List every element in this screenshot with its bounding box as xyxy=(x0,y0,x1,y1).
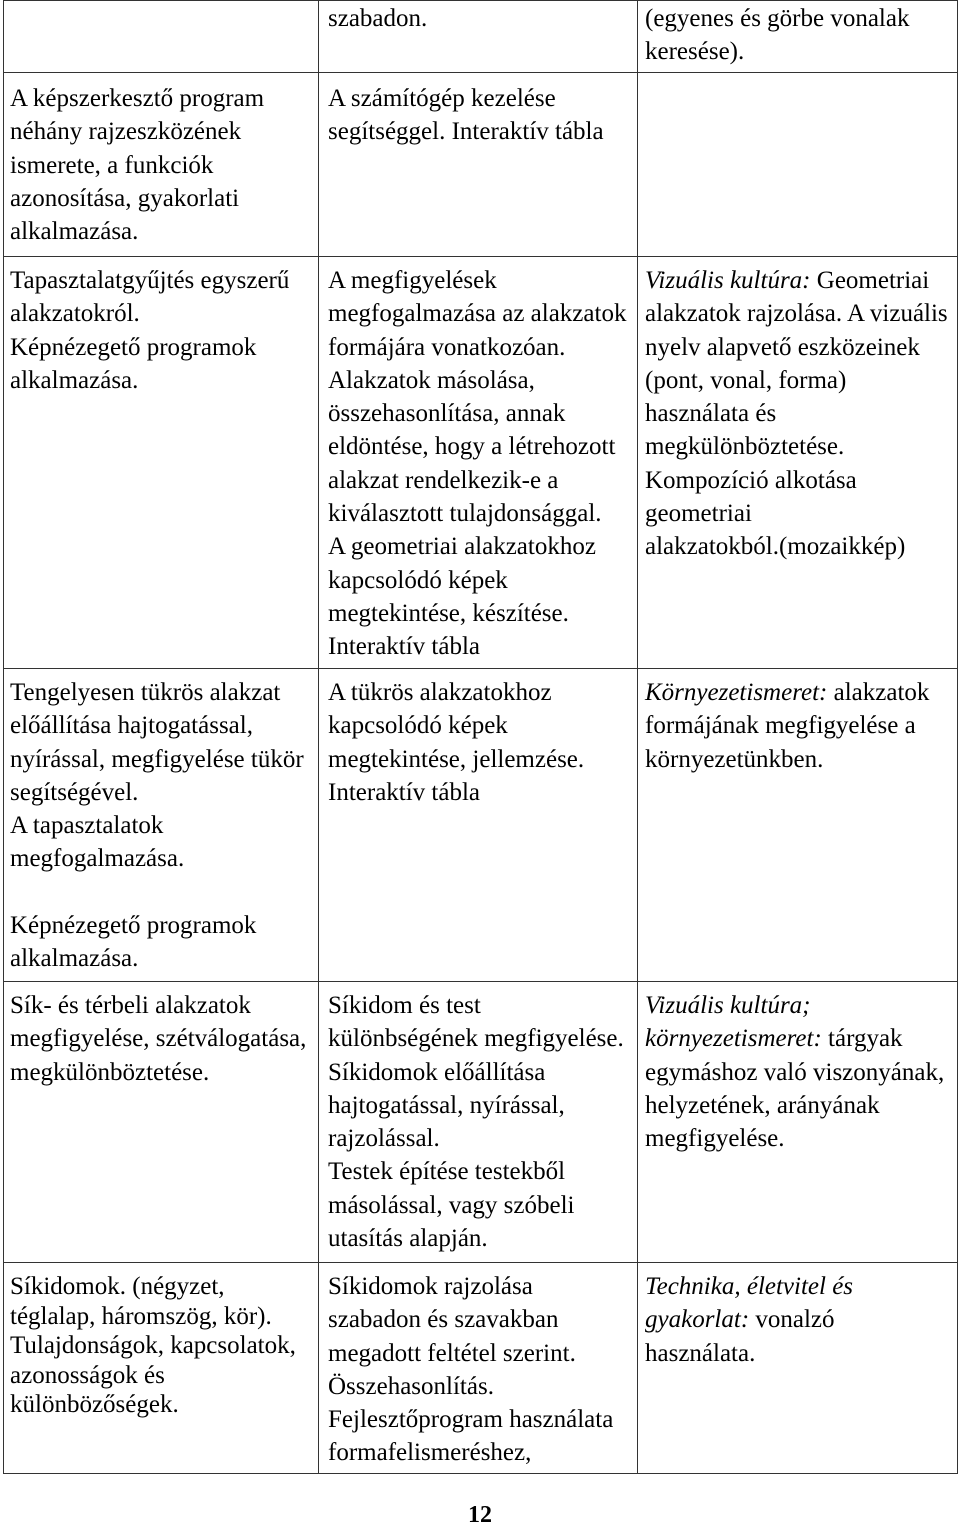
table-cell xyxy=(4,982,319,1263)
cell-paragraph: Képnézegető programok alkalmazása. xyxy=(10,912,257,973)
cell-text xyxy=(645,1270,957,1370)
table-cell xyxy=(638,982,958,1263)
cell-body: alakzatok formájának megfigyelése a környezetünkben. xyxy=(645,679,930,773)
cell-text: Síkidom és test különbségének megfigyelése. Síkidomok előállítása hajtogatással, nyírással, rajzolással. Testek építése testekből másolással, vagy szóbeli utasítás alapján. xyxy=(328,992,624,1253)
cell-text: A megfigyelések megfogalmazása az alakzatok formájára vonatkozóan. Alakzatok másolása, összehasonlítása, annak eldöntése, hogy a létrehozott alakzat rendelkezik-e a kiválasztott tulajdonsággal. A geometriai alakzatokhoz kapcsolódó képek megtekintése, készítése. Interaktív tábla xyxy=(328,267,627,661)
page-number: 12 xyxy=(468,1502,492,1528)
cell-text xyxy=(645,989,957,1155)
cell-text: A tükrös alakzatokhoz kapcsolódó képek megtekintése, jellemzése. Interaktív tábla xyxy=(328,679,585,806)
subject-label: Technika, életvitel és gyakorlat: xyxy=(645,1273,854,1334)
cell-text xyxy=(645,264,957,564)
table-cell xyxy=(4,669,319,982)
table-cell xyxy=(638,669,958,982)
subject-label: Vizuális kultúra; környezetismeret: xyxy=(645,992,822,1053)
cell-text: A számítógép kezelése segítséggel. Interaktív tábla xyxy=(328,85,604,146)
table-cell xyxy=(4,1263,319,1474)
subject-label: Vizuális kultúra: xyxy=(645,267,811,294)
cell-text: Síkidomok rajzolása szabadon és szavakban megadott feltétel szerint. Összehasonlítás. Fejlesztőprogram használata formafelismeréshez, xyxy=(328,1273,614,1467)
cell-body: Geometriai alakzatok rajzolása. A vizuális nyelv alapvető eszközeinek (pont, vonal, forma) használata és megkülönböztetése. Kompozíció alkotása geometriai alakzatokból.(mozaikkép) xyxy=(645,267,948,561)
table-cell xyxy=(638,1263,958,1474)
cell-text: Sík- és térbeli alakzatok megfigyelése, szétválogatása, megkülönböztetése. xyxy=(10,992,307,1086)
table-cell xyxy=(638,1,958,73)
table-cell xyxy=(319,257,638,669)
table-cell xyxy=(4,73,319,257)
subject-label: Környezetismeret: xyxy=(645,679,828,706)
table-cell-empty xyxy=(4,1,319,73)
table-cell xyxy=(319,982,638,1263)
table-cell xyxy=(319,1,638,73)
cell-text: Síkidomok. (négyzet, téglalap, háromszög, kör). Tulajdonságok, kapcsolatok, azonosságok és különbözőségek. xyxy=(10,1273,296,1418)
curriculum-table xyxy=(3,0,958,1474)
table-cell xyxy=(4,257,319,669)
cell-body: tárgyak egymáshoz való viszonyának, helyzetének, arányának megfigyelése. xyxy=(645,1025,945,1153)
table-cell xyxy=(319,73,638,257)
cell-body: vonalzó használata. xyxy=(645,1306,835,1367)
cell-paragraph: Tengelyesen tükrös alakzat előállítása hajtogatással, nyírással, megfigyelése tükör segítségével. A tapasztalatok megfogalmazása. xyxy=(10,679,304,873)
cell-text: (egyenes és görbe vonalak keresése). xyxy=(645,5,910,66)
table-cell xyxy=(638,257,958,669)
table-cell xyxy=(319,669,638,982)
cell-text: A képszerkesztő program néhány rajzeszközének ismerete, a funkciók azonosítása, gyakorlati alkalmazása. xyxy=(10,85,265,246)
table-cell xyxy=(319,1263,638,1474)
cell-text: szabadon. xyxy=(328,5,428,32)
table-cell-empty xyxy=(638,73,958,257)
cell-text xyxy=(645,676,957,776)
cell-text: Tapasztalatgyűjtés egyszerű alakzatokról. Képnézegető programok alkalmazása. xyxy=(10,267,290,394)
